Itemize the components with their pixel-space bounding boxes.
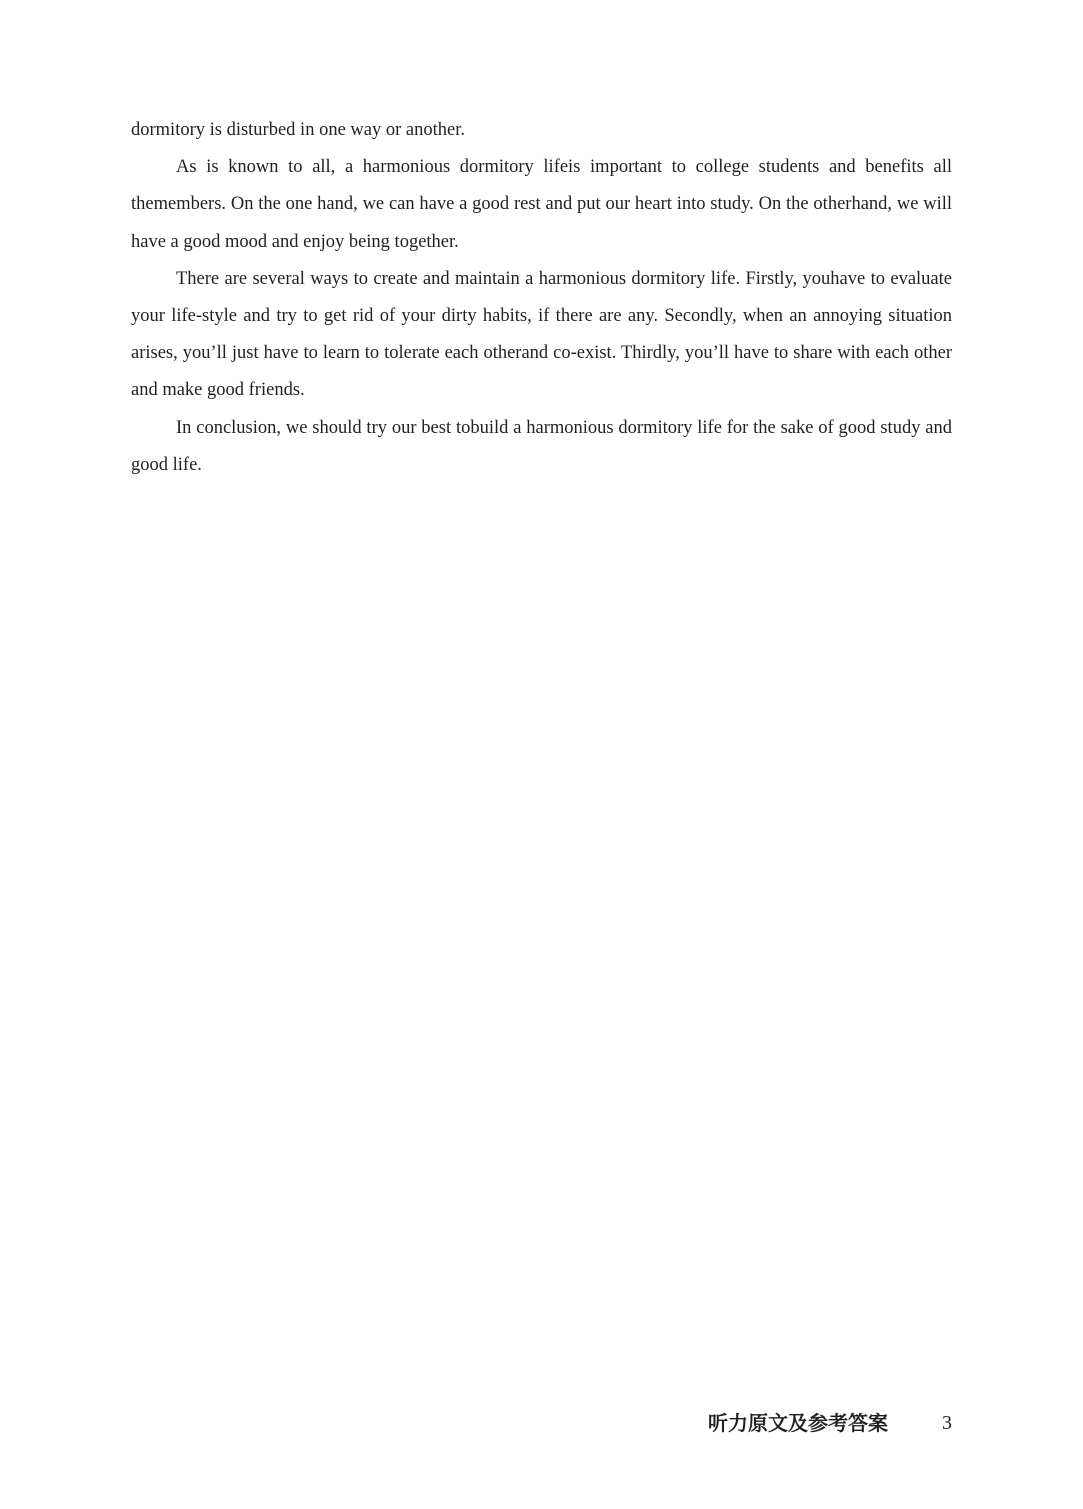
paragraph-conclusion: In conclusion, we should try our best tobuild a harmonious dormitory life for the sake of good study and good life.: [131, 417, 952, 475]
paragraph-ways-to-maintain: There are several ways to create and maintain a harmonious dormitory life. Firstly, youhave to evaluate your life-style and try to get rid of your dirty habits, if there are any. Secondly, when an annoying situation arises, you’ll just have to learn to tolerate each otherand co-exist. Thirdly, you’ll have to share with each other and make good friends.: [131, 268, 952, 401]
page-number: 3: [942, 1412, 952, 1434]
paragraph-continuation: dormitory is disturbed in one way or another.: [131, 120, 465, 140]
paragraph-harmonious-importance: As is known to all, a harmonious dormitory lifeis important to college students and benefits all themembers. On the one hand, we can have a good rest and put our heart into study. On the otherhand, we will have a good mood and enjoy being together.: [131, 157, 952, 252]
footer-section-title: 听力原文及参考答案: [708, 1411, 888, 1435]
page-footer: [0, 1405, 1083, 1441]
body-text: [131, 112, 952, 484]
